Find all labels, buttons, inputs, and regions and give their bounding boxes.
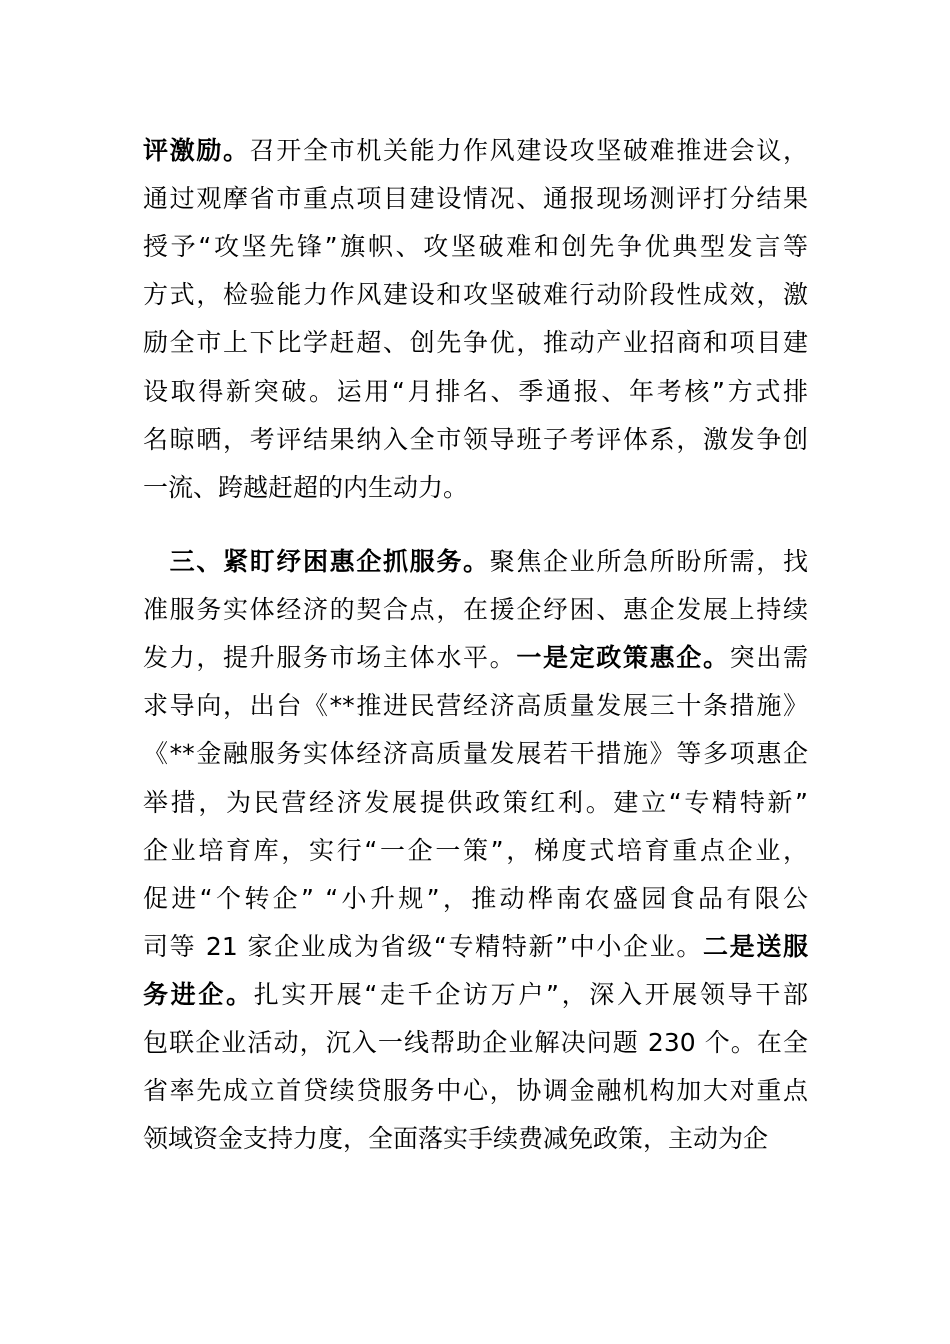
body-text: 企业培育库，实行“一企一策”，梯度式培育重点企业， [143,835,808,865]
body-text: 司等 21 家企业成为省级“专精特新”中小企业。 [143,931,704,961]
text-line [143,326,808,360]
body-text: 发力，提升服务市场主体水平。 [143,643,517,673]
text-line [143,1026,808,1060]
bold-text: 务进企。 [143,979,254,1009]
text-line [143,930,808,964]
body-text: 聚焦企业所急所盼所需，找 [489,547,808,576]
text-line [143,641,808,675]
bold-text: 一是定政策惠企。 [516,643,730,673]
body-text: 授予“攻坚先锋”旗帜、攻坚破难和创先争优典型发言等 [143,232,808,262]
bold-text: 三、紧盯纾困惠企抓服务。 [143,547,490,576]
body-text: 领域资金支持力度，全面落实手续费减免政策，主动为企 [143,1124,769,1154]
text-line [143,786,808,820]
text-line [143,593,808,627]
text-line [143,230,808,264]
body-text: 求导向，出台《**推进民营经济高质量发展三十条措施》 [143,691,808,721]
text-line [143,882,808,916]
text-line [143,978,808,1012]
body-text: 励全市上下比学赶超、创先争优，推动产业招商和项目建 [143,328,808,358]
body-text: 突出需 [729,643,808,673]
body-text: 举措，为民营经济发展提供政策红利。建立“专精特新” [143,787,808,817]
body-text: 设取得新突破。运用“月排名、季通报、年考核”方式排 [143,376,808,406]
text-line [143,689,808,723]
text-line [143,834,808,868]
text-line [143,423,808,457]
body-text: 一流、跨越赶超的内生动力。 [143,472,469,502]
body-text: 扎实开展“走千企访万户”，深入开展领导干部 [253,979,808,1009]
text-line [143,134,808,168]
body-text: 准服务实体经济的契合点，在援企纾困、惠企发展上持续 [143,595,808,625]
body-text: 方式，检验能力作风建设和攻坚破难行动阶段性成效，激 [143,280,808,310]
text-line [143,1074,808,1108]
text-line [143,737,808,771]
body-text: 通过观摩省市重点项目建设情况、通报现场测评打分结果 [143,184,808,214]
body-text: 召开全市机关能力作风建设攻坚破难推进会议， [249,136,808,165]
text-line [143,545,808,579]
bold-text: 评激励。 [143,136,250,165]
text-line [143,1122,768,1156]
text-line [143,182,808,216]
body-text: 《**金融服务实体经济高质量发展若干措施》等多项惠企 [143,739,808,769]
body-text: 省率先成立首贷续贷服务中心，协调金融机构加大对重点 [143,1076,808,1106]
body-text: 促进“个转企” “小升规”，推动桦南农盛园食品有限公 [143,883,808,913]
text-line [143,278,808,312]
bold-text: 二是送服 [703,931,808,961]
body-text: 名晾晒，考评结果纳入全市领导班子考评体系，激发争创 [143,424,808,454]
text-line [143,471,468,505]
body-text: 包联企业活动，沉入一线帮助企业解决问题 230 个。在全 [143,1028,808,1057]
text-line [143,375,808,409]
